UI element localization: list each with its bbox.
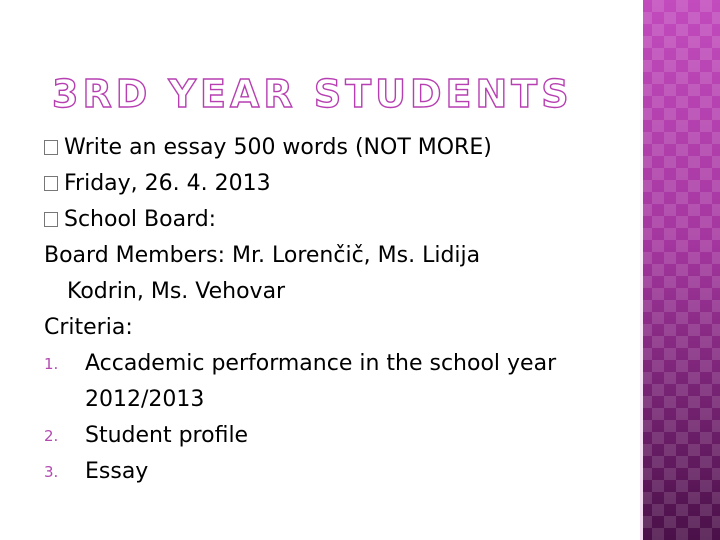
criteria-text: Student profile xyxy=(85,423,249,448)
criteria-item xyxy=(44,418,624,454)
criteria-item xyxy=(44,346,624,382)
square-bullet-icon xyxy=(44,176,58,191)
criteria-label: Criteria: xyxy=(44,315,133,340)
slide-content xyxy=(44,130,624,490)
list-number: 2. xyxy=(44,427,59,445)
criteria-text: Essay xyxy=(85,459,149,484)
slide-title: 3RD YEAR STUDENTS xyxy=(52,72,573,116)
board-members-line: Board Members: Mr. Lorenčič, Ms. Lidija xyxy=(44,243,481,268)
criteria-item xyxy=(44,454,624,490)
bullet-text: School Board: xyxy=(64,207,217,232)
decorative-side-panel xyxy=(640,0,720,540)
criteria-continuation: 2012/2013 xyxy=(85,387,205,412)
square-bullet-icon xyxy=(44,212,58,227)
bullet-text: Friday, 26. 4. 2013 xyxy=(64,171,271,196)
list-number: 3. xyxy=(44,463,59,481)
board-members-continuation: Kodrin, Ms. Vehovar xyxy=(67,279,286,304)
criteria-text: Accademic performance in the school year xyxy=(85,351,557,376)
list-number: 1. xyxy=(44,355,59,373)
bullet-item xyxy=(44,202,624,238)
bullet-item xyxy=(44,130,624,166)
bullet-item xyxy=(44,166,624,202)
bullet-text: Write an essay 500 words (NOT MORE) xyxy=(64,135,492,160)
decorative-side-stripe xyxy=(640,0,643,540)
square-bullet-icon xyxy=(44,140,58,155)
